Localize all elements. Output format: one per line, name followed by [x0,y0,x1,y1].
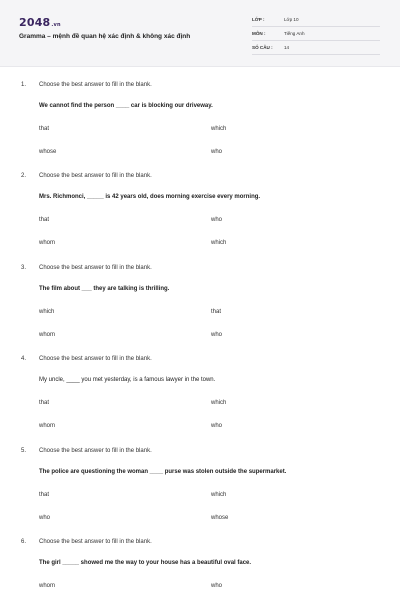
answer-option[interactable]: who [211,149,223,155]
meta-label-subject: MÔN : [252,31,266,36]
answer-option[interactable]: whose [211,515,229,521]
question-4 [0,356,400,444]
question-number: 4. [21,356,27,362]
meta-row-subject [252,28,380,41]
meta-label-count: SỐ CÂU : [252,45,273,50]
answer-option[interactable]: which [211,400,227,406]
answer-option[interactable]: that [39,492,50,498]
worksheet-header [0,0,400,67]
answer-option[interactable]: which [211,126,227,132]
question-5 [0,448,400,536]
logo-main-text: 2048 [19,16,51,29]
logo-sub-text: .vn [51,22,61,28]
answer-option[interactable]: which [39,309,55,315]
answer-option[interactable]: which [211,240,227,246]
answer-option[interactable]: who [211,332,223,338]
answer-option[interactable]: whom [39,583,56,589]
meta-label-class: LỚP : [252,17,265,22]
answer-option[interactable]: that [39,217,50,223]
meta-value-class: Lớp 10 [284,17,299,22]
question-instruction: Choose the best answer to fill in the blank. [39,448,152,454]
site-logo[interactable] [19,16,61,29]
question-sentence: The film about ___ they are talking is thrilling. [39,286,170,292]
answer-option[interactable]: who [39,515,51,521]
question-instruction: Choose the best answer to fill in the blank. [39,356,152,362]
meta-value-subject: Tiếng Anh [284,31,305,36]
answer-option[interactable]: whom [39,423,56,429]
answer-option[interactable]: that [211,309,222,315]
question-sentence: The girl _____ showed me the way to your house has a beautiful oval face. [39,560,252,566]
question-instruction: Choose the best answer to fill in the blank. [39,265,152,271]
answer-option[interactable]: that [39,126,50,132]
answer-option[interactable]: that [39,400,50,406]
question-instruction: Choose the best answer to fill in the blank. [39,173,152,179]
question-1 [0,82,400,170]
question-2 [0,173,400,261]
question-sentence: We cannot find the person ____ car is blocking our driveway. [39,103,213,109]
question-number: 3. [21,265,27,271]
meta-row-count [252,42,380,55]
answer-option[interactable]: who [211,423,223,429]
answer-option[interactable]: whom [39,332,56,338]
answer-option[interactable]: who [211,583,223,589]
meta-value-count: 14 [284,45,290,50]
answer-option[interactable]: who [211,217,223,223]
question-instruction: Choose the best answer to fill in the blank. [39,539,152,545]
question-sentence: My uncle, ____ you met yesterday, is a famous lawyer in the town. [39,377,216,383]
answer-option[interactable]: whose [39,149,57,155]
question-3 [0,265,400,353]
question-number: 5. [21,448,27,454]
question-6 [0,539,400,595]
worksheet-title: Gramma – mệnh đề quan hệ xác định & không xác định [19,33,191,40]
answer-option[interactable]: whom [39,240,56,246]
question-sentence: Mrs. Richmonci, _____ is 42 years old, does morning exercise every morning. [39,194,261,200]
question-instruction: Choose the best answer to fill in the blank. [39,82,152,88]
answer-option[interactable]: which [211,492,227,498]
question-number: 6. [21,539,27,545]
question-number: 2. [21,173,27,179]
meta-row-class [252,14,380,27]
question-number: 1. [21,82,27,88]
question-sentence: The police are questioning the woman ____ purse was stolen outside the supermarket. [39,469,287,475]
